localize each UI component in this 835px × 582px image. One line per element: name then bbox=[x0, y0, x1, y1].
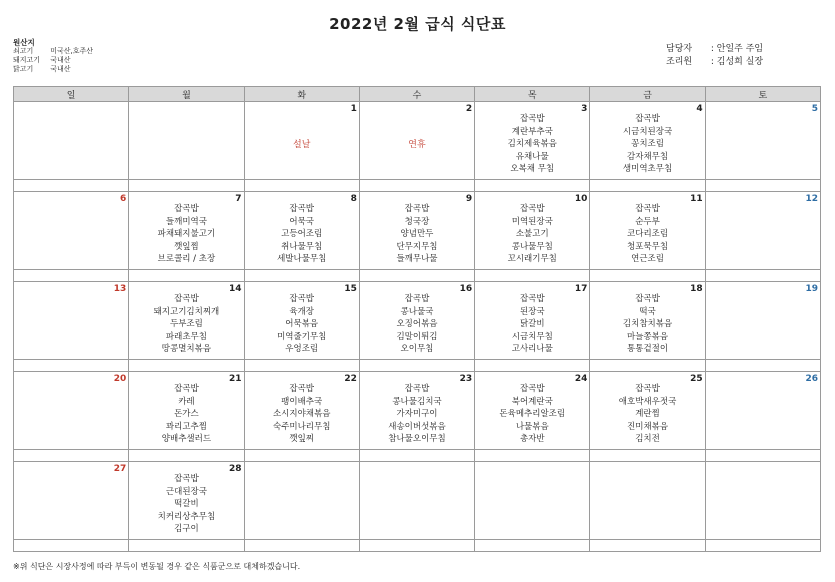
day-number: 4 bbox=[696, 104, 703, 114]
menu-item: 잡곡밥 bbox=[404, 204, 430, 214]
origin-label: 쇠고기 bbox=[13, 47, 34, 55]
spacer-cell bbox=[590, 270, 705, 282]
menu-list bbox=[129, 383, 243, 446]
origin-info bbox=[13, 38, 93, 74]
day-cell bbox=[14, 282, 129, 360]
menu-item: 잡곡밥 bbox=[289, 204, 315, 214]
menu-item: 꽁치조림 bbox=[631, 139, 664, 150]
day-cell bbox=[129, 282, 244, 360]
day-cell bbox=[590, 282, 705, 360]
spacer-cell bbox=[244, 540, 359, 552]
menu-item: 소불고기 bbox=[515, 229, 549, 240]
day-cell bbox=[129, 192, 244, 270]
menu-item: 돈육메추리알조림 bbox=[499, 409, 566, 420]
origin-row-pork bbox=[13, 56, 93, 65]
cook-value: : 김성희 실장 bbox=[710, 57, 764, 67]
day-cell bbox=[475, 192, 590, 270]
menu-item: 잡곡밥 bbox=[635, 114, 660, 124]
day-cell bbox=[14, 462, 129, 540]
menu-list bbox=[245, 293, 359, 356]
menu-item: 잡곡밥 bbox=[174, 294, 199, 304]
day-number: 16 bbox=[459, 284, 473, 294]
day-number: 20 bbox=[113, 374, 127, 384]
menu-list bbox=[360, 383, 474, 446]
menu-item: 연근조림 bbox=[631, 254, 664, 265]
menu-item: 총자반 bbox=[519, 434, 545, 445]
menu-item: 잡곡밥 bbox=[635, 204, 660, 214]
spacer-cell bbox=[475, 450, 590, 462]
menu-item: 잡곡밥 bbox=[519, 294, 545, 304]
day-cell bbox=[359, 462, 474, 540]
menu-item: 통통겉절이 bbox=[627, 344, 669, 355]
manager-row bbox=[666, 43, 763, 56]
page-title: 2022년 2월 급식 식단표 bbox=[329, 15, 506, 33]
day-number: 24 bbox=[574, 374, 588, 384]
menu-item: 코다리조림 bbox=[627, 229, 669, 240]
weekday-header: 월 bbox=[129, 87, 244, 102]
spacer-cell bbox=[475, 270, 590, 282]
day-cell bbox=[359, 372, 474, 450]
spacer-cell bbox=[705, 450, 820, 462]
day-cell bbox=[705, 462, 820, 540]
spacer-cell bbox=[359, 180, 474, 192]
meal-calendar bbox=[13, 86, 821, 552]
week-spacer-row bbox=[14, 180, 821, 192]
day-cell bbox=[129, 462, 244, 540]
day-number: 25 bbox=[690, 374, 703, 384]
spacer-cell bbox=[14, 360, 129, 372]
day-cell bbox=[705, 372, 820, 450]
weekday-header: 화 bbox=[244, 87, 359, 102]
day-number: 17 bbox=[574, 284, 588, 294]
day-number: 10 bbox=[574, 194, 588, 204]
spacer-cell bbox=[14, 540, 129, 552]
day-number: 2 bbox=[465, 104, 473, 114]
spacer-cell bbox=[359, 540, 474, 552]
day-cell bbox=[475, 462, 590, 540]
menu-item: 진미채볶음 bbox=[627, 421, 669, 432]
menu-list bbox=[590, 113, 704, 176]
manager-value: : 안일주 주임 bbox=[710, 44, 764, 54]
staff-info bbox=[666, 43, 763, 69]
footnote: ※위 식단은 시장사정에 따라 부득이 변동될 경우 같은 식품군으로 대체하겠습니다. bbox=[13, 562, 301, 571]
spacer-cell bbox=[14, 270, 129, 282]
spacer-cell bbox=[475, 180, 590, 192]
week-row bbox=[14, 462, 821, 540]
spacer-cell bbox=[475, 540, 590, 552]
menu-list bbox=[129, 203, 243, 266]
menu-item: 꽈리고추찜 bbox=[165, 421, 207, 432]
day-cell bbox=[590, 102, 705, 180]
menu-item: 새송이버섯볶음 bbox=[388, 421, 446, 432]
week-spacer-row bbox=[14, 270, 821, 282]
spacer-cell bbox=[359, 270, 474, 282]
weekday-header: 금 bbox=[590, 87, 705, 102]
menu-item: 근대된장국 bbox=[165, 486, 207, 497]
menu-item: 단무지무침 bbox=[396, 241, 438, 252]
day-cell bbox=[14, 192, 129, 270]
day-number: 11 bbox=[690, 194, 703, 204]
menu-item: 잡곡밥 bbox=[635, 384, 660, 394]
day-cell bbox=[475, 372, 590, 450]
menu-item: 들깨무나물 bbox=[396, 254, 438, 265]
day-cell bbox=[14, 372, 129, 450]
day-number: 21 bbox=[229, 374, 242, 384]
menu-item: 육개장 bbox=[289, 306, 315, 317]
spacer-cell bbox=[705, 180, 820, 192]
menu-item: 들깨미역국 bbox=[165, 216, 207, 227]
weekday-header: 일 bbox=[14, 87, 129, 102]
menu-list bbox=[475, 383, 589, 446]
holiday-label: 설날 bbox=[293, 140, 311, 150]
spacer-cell bbox=[590, 450, 705, 462]
weekday-header: 목 bbox=[475, 87, 590, 102]
menu-list bbox=[590, 383, 704, 446]
day-cell bbox=[475, 282, 590, 360]
menu-list bbox=[475, 293, 589, 356]
spacer-cell bbox=[129, 270, 244, 282]
menu-item: 떡갈비 bbox=[174, 499, 199, 510]
menu-item: 잡곡밥 bbox=[519, 204, 545, 214]
menu-item: 애호박새우젓국 bbox=[618, 396, 677, 407]
menu-item: 청국장 bbox=[404, 216, 430, 227]
day-cell bbox=[244, 462, 359, 540]
menu-item: 어묵국 bbox=[289, 216, 315, 227]
spacer-cell bbox=[475, 360, 590, 372]
menu-item: 계란부추국 bbox=[511, 126, 553, 137]
day-cell bbox=[359, 282, 474, 360]
menu-item: 잡곡밥 bbox=[519, 384, 545, 394]
day-cell bbox=[705, 102, 820, 180]
menu-item: 돈가스 bbox=[174, 409, 199, 420]
day-number: 27 bbox=[113, 464, 127, 474]
menu-item: 청포묵무침 bbox=[627, 241, 669, 252]
menu-item: 김치전 bbox=[635, 434, 660, 445]
menu-item: 고등어조림 bbox=[281, 229, 323, 240]
menu-item: 오복채 무침 bbox=[510, 164, 555, 175]
spacer-cell bbox=[590, 540, 705, 552]
day-number: 26 bbox=[805, 374, 818, 384]
menu-item: 땅콩멸치볶음 bbox=[161, 344, 212, 355]
day-number: 23 bbox=[459, 374, 473, 384]
menu-item: 소시지야채볶음 bbox=[272, 409, 331, 420]
day-cell bbox=[590, 462, 705, 540]
origin-label: 돼지고기 bbox=[13, 56, 41, 64]
menu-item: 순두부 bbox=[635, 216, 660, 227]
menu-item: 미역줄기무침 bbox=[277, 331, 327, 342]
spacer-cell bbox=[244, 360, 359, 372]
spacer-cell bbox=[129, 540, 244, 552]
day-cell bbox=[14, 102, 129, 180]
menu-item: 마늘쫑볶음 bbox=[627, 331, 669, 342]
day-number: 3 bbox=[581, 104, 588, 114]
spacer-cell bbox=[244, 450, 359, 462]
menu-item: 잡곡밥 bbox=[404, 294, 430, 304]
week-row bbox=[14, 282, 821, 360]
day-cell bbox=[129, 102, 244, 180]
menu-item: 유채나물 bbox=[515, 151, 549, 162]
menu-item: 팽이배추국 bbox=[281, 396, 323, 407]
cook-row bbox=[666, 56, 763, 69]
menu-item: 두부조림 bbox=[169, 319, 203, 330]
day-number: 22 bbox=[344, 374, 357, 384]
day-number: 12 bbox=[805, 194, 818, 204]
day-cell bbox=[244, 102, 359, 180]
origin-value: 미국산,호주산 bbox=[50, 47, 94, 55]
day-number: 28 bbox=[229, 464, 242, 474]
menu-item: 오이무침 bbox=[400, 344, 434, 355]
weekday-header-row bbox=[14, 87, 821, 102]
spacer-cell bbox=[129, 450, 244, 462]
day-cell bbox=[244, 372, 359, 450]
day-cell bbox=[705, 192, 820, 270]
day-number: 8 bbox=[350, 194, 357, 204]
day-cell bbox=[244, 192, 359, 270]
spacer-cell bbox=[705, 270, 820, 282]
menu-item: 카레 bbox=[178, 396, 195, 407]
day-cell bbox=[359, 192, 474, 270]
day-cell bbox=[244, 282, 359, 360]
day-cell bbox=[129, 372, 244, 450]
menu-item: 오징어볶음 bbox=[396, 319, 438, 330]
menu-item: 북어계란국 bbox=[511, 396, 553, 407]
origin-value: 국내산 bbox=[50, 56, 71, 64]
menu-list bbox=[360, 203, 474, 266]
menu-item: 콩나물김치국 bbox=[392, 396, 442, 407]
menu-list bbox=[475, 203, 589, 266]
menu-item: 세발나물무침 bbox=[277, 254, 327, 265]
menu-item: 깻잎찌 bbox=[289, 434, 315, 445]
menu-item: 김말이튀김 bbox=[396, 331, 438, 342]
spacer-cell bbox=[14, 450, 129, 462]
menu-item: 잡곡밥 bbox=[289, 384, 315, 394]
day-number: 13 bbox=[113, 284, 127, 294]
day-cell bbox=[475, 102, 590, 180]
menu-item: 고사리나물 bbox=[511, 344, 553, 355]
day-number: 14 bbox=[229, 284, 242, 294]
menu-item: 잡곡밥 bbox=[635, 294, 660, 304]
menu-item: 감자채무침 bbox=[627, 151, 669, 162]
menu-item: 파채돼지불고기 bbox=[157, 229, 216, 240]
manager-label: 담당자 bbox=[666, 44, 693, 54]
menu-item: 김치참치볶음 bbox=[622, 319, 673, 330]
spacer-cell bbox=[129, 360, 244, 372]
spacer-cell bbox=[244, 180, 359, 192]
menu-item: 숙주미나리무침 bbox=[272, 421, 331, 432]
menu-item: 참나물오이무침 bbox=[388, 434, 446, 445]
day-number: 15 bbox=[344, 284, 357, 294]
day-cell bbox=[705, 282, 820, 360]
menu-item: 우엉조림 bbox=[285, 344, 319, 355]
menu-item: 떡국 bbox=[639, 306, 656, 317]
weekday-header: 수 bbox=[359, 87, 474, 102]
menu-item: 콩나물국 bbox=[400, 306, 434, 317]
day-number: 5 bbox=[811, 104, 818, 114]
week-row bbox=[14, 372, 821, 450]
menu-item: 취나물무침 bbox=[281, 241, 323, 252]
day-cell bbox=[590, 372, 705, 450]
menu-item: 잡곡밥 bbox=[174, 474, 199, 484]
menu-item: 김치제육볶음 bbox=[507, 139, 557, 150]
menu-item: 나물볶음 bbox=[515, 421, 549, 432]
menu-item: 브로콜리 / 초장 bbox=[157, 254, 216, 265]
day-number: 19 bbox=[805, 284, 818, 294]
spacer-cell bbox=[705, 360, 820, 372]
week-spacer-row bbox=[14, 540, 821, 552]
menu-item: 시금치무침 bbox=[511, 331, 553, 342]
menu-item: 잡곡밥 bbox=[174, 204, 199, 214]
menu-item: 계란찜 bbox=[635, 409, 660, 420]
menu-item: 잡곡밥 bbox=[289, 294, 315, 304]
menu-item: 생미역초무침 bbox=[622, 164, 673, 175]
origin-label: 닭고기 bbox=[13, 65, 34, 73]
menu-item: 양배추샐러드 bbox=[161, 434, 212, 445]
menu-item: 깻잎찜 bbox=[174, 241, 199, 252]
menu-item: 파래초무침 bbox=[165, 331, 207, 342]
spacer-cell bbox=[590, 360, 705, 372]
menu-item: 잡곡밥 bbox=[519, 114, 545, 124]
menu-item: 잡곡밥 bbox=[174, 384, 199, 394]
day-number: 1 bbox=[350, 104, 357, 114]
spacer-cell bbox=[129, 180, 244, 192]
menu-list bbox=[129, 473, 243, 536]
menu-list bbox=[590, 293, 704, 356]
day-cell bbox=[359, 102, 474, 180]
spacer-cell bbox=[705, 540, 820, 552]
menu-item: 꼬시래기무침 bbox=[507, 254, 557, 265]
spacer-cell bbox=[359, 360, 474, 372]
calendar-body bbox=[14, 102, 821, 552]
holiday-label: 연휴 bbox=[408, 140, 426, 150]
day-number: 7 bbox=[235, 194, 242, 204]
day-number: 9 bbox=[465, 194, 473, 204]
menu-list bbox=[475, 113, 589, 176]
week-spacer-row bbox=[14, 360, 821, 372]
origin-value: 국내산 bbox=[50, 65, 71, 73]
origin-heading: 원산지 bbox=[13, 38, 35, 47]
origin-row-chicken bbox=[13, 65, 93, 74]
spacer-cell bbox=[244, 270, 359, 282]
menu-list bbox=[360, 293, 474, 356]
week-row bbox=[14, 102, 821, 180]
menu-list bbox=[129, 293, 243, 356]
day-number: 18 bbox=[690, 284, 703, 294]
menu-list bbox=[245, 383, 359, 446]
menu-item: 된장국 bbox=[519, 306, 545, 317]
day-number: 6 bbox=[120, 194, 127, 204]
spacer-cell bbox=[359, 450, 474, 462]
weekday-header: 토 bbox=[705, 87, 820, 102]
spacer-cell bbox=[590, 180, 705, 192]
menu-item: 잡곡밥 bbox=[404, 384, 430, 394]
origin-row-beef bbox=[13, 47, 93, 56]
menu-item: 시금치된장국 bbox=[622, 126, 673, 137]
cook-label: 조리원 bbox=[666, 57, 693, 67]
menu-item: 미역된장국 bbox=[511, 216, 553, 227]
menu-item: 가자미구이 bbox=[396, 409, 438, 420]
menu-item: 닭갈비 bbox=[519, 319, 545, 330]
menu-item: 양념만두 bbox=[400, 229, 434, 240]
menu-item: 콩나물무침 bbox=[511, 241, 553, 252]
menu-item: 김구이 bbox=[174, 524, 199, 535]
week-row bbox=[14, 192, 821, 270]
menu-list bbox=[245, 203, 359, 266]
menu-list bbox=[590, 203, 704, 266]
menu-item: 어묵볶음 bbox=[285, 319, 319, 330]
menu-item: 치커리상추무침 bbox=[157, 511, 216, 522]
spacer-cell bbox=[14, 180, 129, 192]
day-cell bbox=[590, 192, 705, 270]
menu-item: 돼지고기김치찌개 bbox=[153, 306, 220, 317]
week-spacer-row bbox=[14, 450, 821, 462]
